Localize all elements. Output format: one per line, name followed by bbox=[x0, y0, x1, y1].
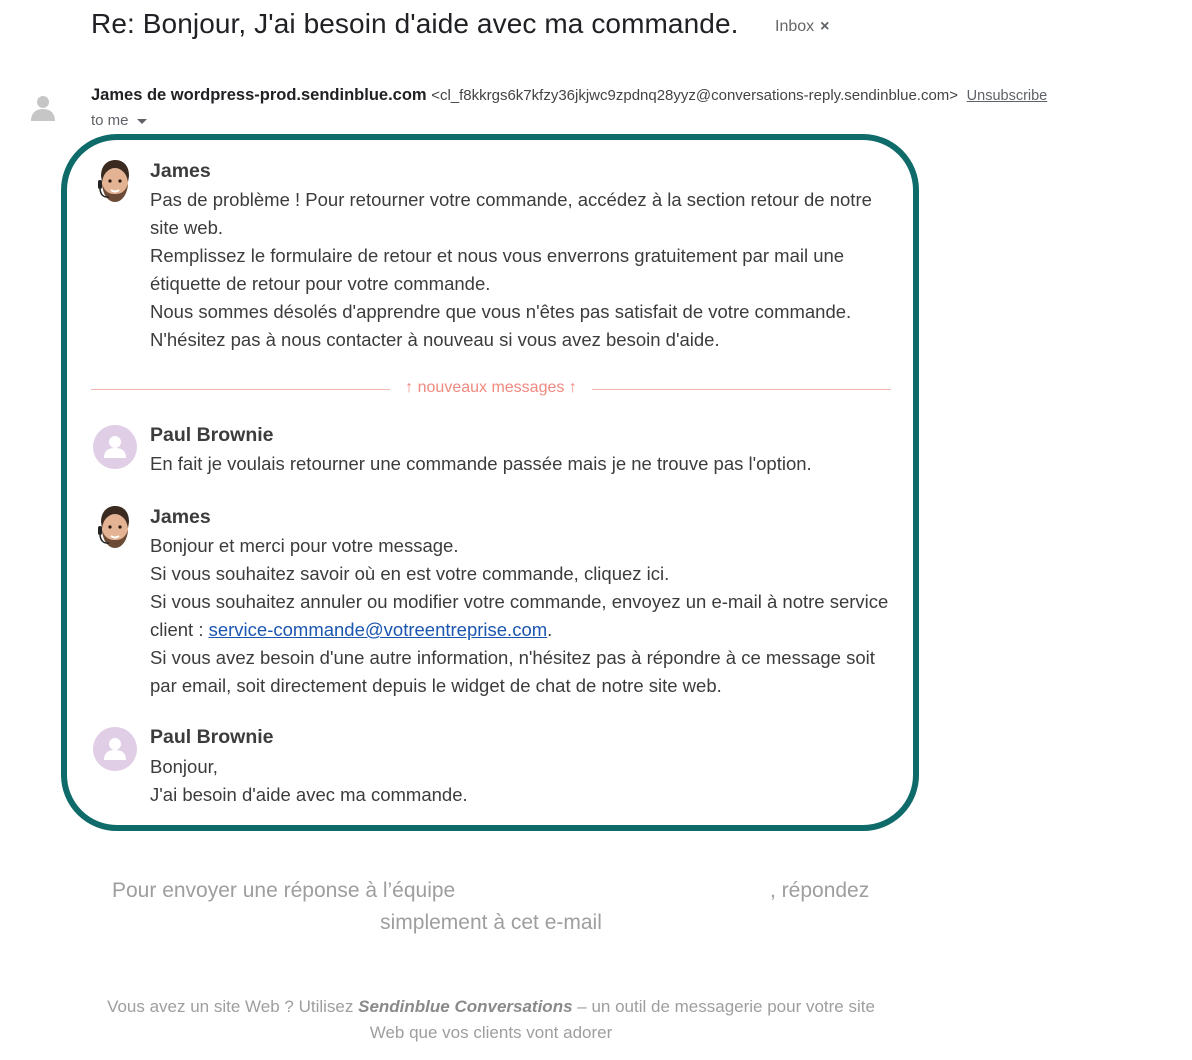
agent-avatar-icon bbox=[95, 506, 135, 550]
message-line bbox=[150, 588, 895, 644]
message-body bbox=[150, 753, 895, 809]
message-line: Nous sommes désolés d'apprendre que vous n'êtes pas satisfait de votre commande. bbox=[150, 301, 852, 322]
email-subject: Re: Bonjour, J'ai besoin d'aide avec ma commande. bbox=[91, 8, 739, 39]
user-avatar-icon bbox=[93, 727, 137, 771]
message-line: Remplissez le formulaire de retour et nous vous enverrons gratuitement par mail une étiquette de retour pour votre commande. bbox=[150, 245, 845, 294]
sender-line bbox=[91, 86, 1047, 105]
message-line: Bonjour et merci pour votre message. bbox=[150, 535, 459, 556]
inbox-label: Inbox bbox=[775, 18, 815, 35]
message-line: Bonjour, bbox=[150, 756, 218, 777]
message-line: En fait je voulais retourner une commande passée mais je ne trouve pas l'option. bbox=[150, 453, 812, 474]
message-body bbox=[150, 186, 895, 354]
message-text: Si vous souhaitez annuler ou modifier votre commande, envoyez un e-mail à notre service client : bbox=[150, 591, 889, 640]
agent-avatar-icon bbox=[95, 160, 135, 204]
inbox-label-chip[interactable] bbox=[775, 18, 829, 36]
message-author: James bbox=[150, 160, 211, 182]
service-email-link[interactable]: service-commande@votreentreprise.com bbox=[208, 619, 548, 640]
message-line: J'ai besoin d'aide avec ma commande. bbox=[150, 784, 468, 805]
new-messages-label: ↑ nouveaux messages ↑ bbox=[390, 379, 592, 397]
reply-hint-part3: simplement à cet e-mail bbox=[380, 911, 602, 934]
reply-hint-part2: , répondez bbox=[770, 879, 870, 902]
message-author: James bbox=[150, 506, 211, 528]
message-body bbox=[150, 450, 895, 478]
user-silhouette-icon bbox=[93, 425, 137, 469]
footer-prefix: Vous avez un site Web ? Utilisez bbox=[107, 997, 359, 1016]
reply-hint-part1: Pour envoyer une réponse à l’équipe bbox=[112, 879, 456, 902]
message-line: Pas de problème ! Pour retourner votre commande, accédez à la section retour de notre site web. bbox=[150, 189, 872, 238]
message-author: Paul Brownie bbox=[150, 424, 274, 446]
message-line: N'hésitez pas à nous contacter à nouveau si vous avez besoin d'aide. bbox=[150, 329, 720, 350]
footer-promo bbox=[100, 994, 882, 1046]
message-body bbox=[150, 532, 895, 700]
recipient-toggle[interactable] bbox=[91, 112, 147, 129]
recipient-label: to me bbox=[91, 112, 129, 129]
sender-name: James de wordpress-prod.sendinblue.com bbox=[91, 86, 427, 104]
sender-avatar-icon bbox=[31, 95, 55, 121]
message-line: Si vous souhaitez savoir où en est votre commande, cliquez ici. bbox=[150, 563, 670, 584]
sender-email: <cl_f8kkrgs6k7kfzy36jkjwc9zpdnq28yyz@conversations-reply.sendinblue.com> bbox=[431, 87, 959, 104]
chevron-down-icon[interactable] bbox=[137, 119, 147, 124]
footer-suffix: – un outil de messagerie pour votre site Web que vos clients vont adorer bbox=[369, 997, 875, 1042]
footer-brand: Sendinblue Conversations bbox=[358, 997, 573, 1016]
message-line: Si vous avez besoin d'une autre information, n'hésitez pas à répondre à ce message soit par email, soit directement depuis le widget de chat de notre site web. bbox=[150, 647, 875, 696]
remove-label-icon[interactable]: × bbox=[820, 18, 830, 35]
user-avatar-icon bbox=[93, 425, 137, 469]
message-text: . bbox=[547, 619, 553, 640]
unsubscribe-link[interactable]: Unsubscribe bbox=[966, 88, 1048, 104]
message-author: Paul Brownie bbox=[150, 726, 274, 748]
user-silhouette-icon bbox=[93, 727, 137, 771]
